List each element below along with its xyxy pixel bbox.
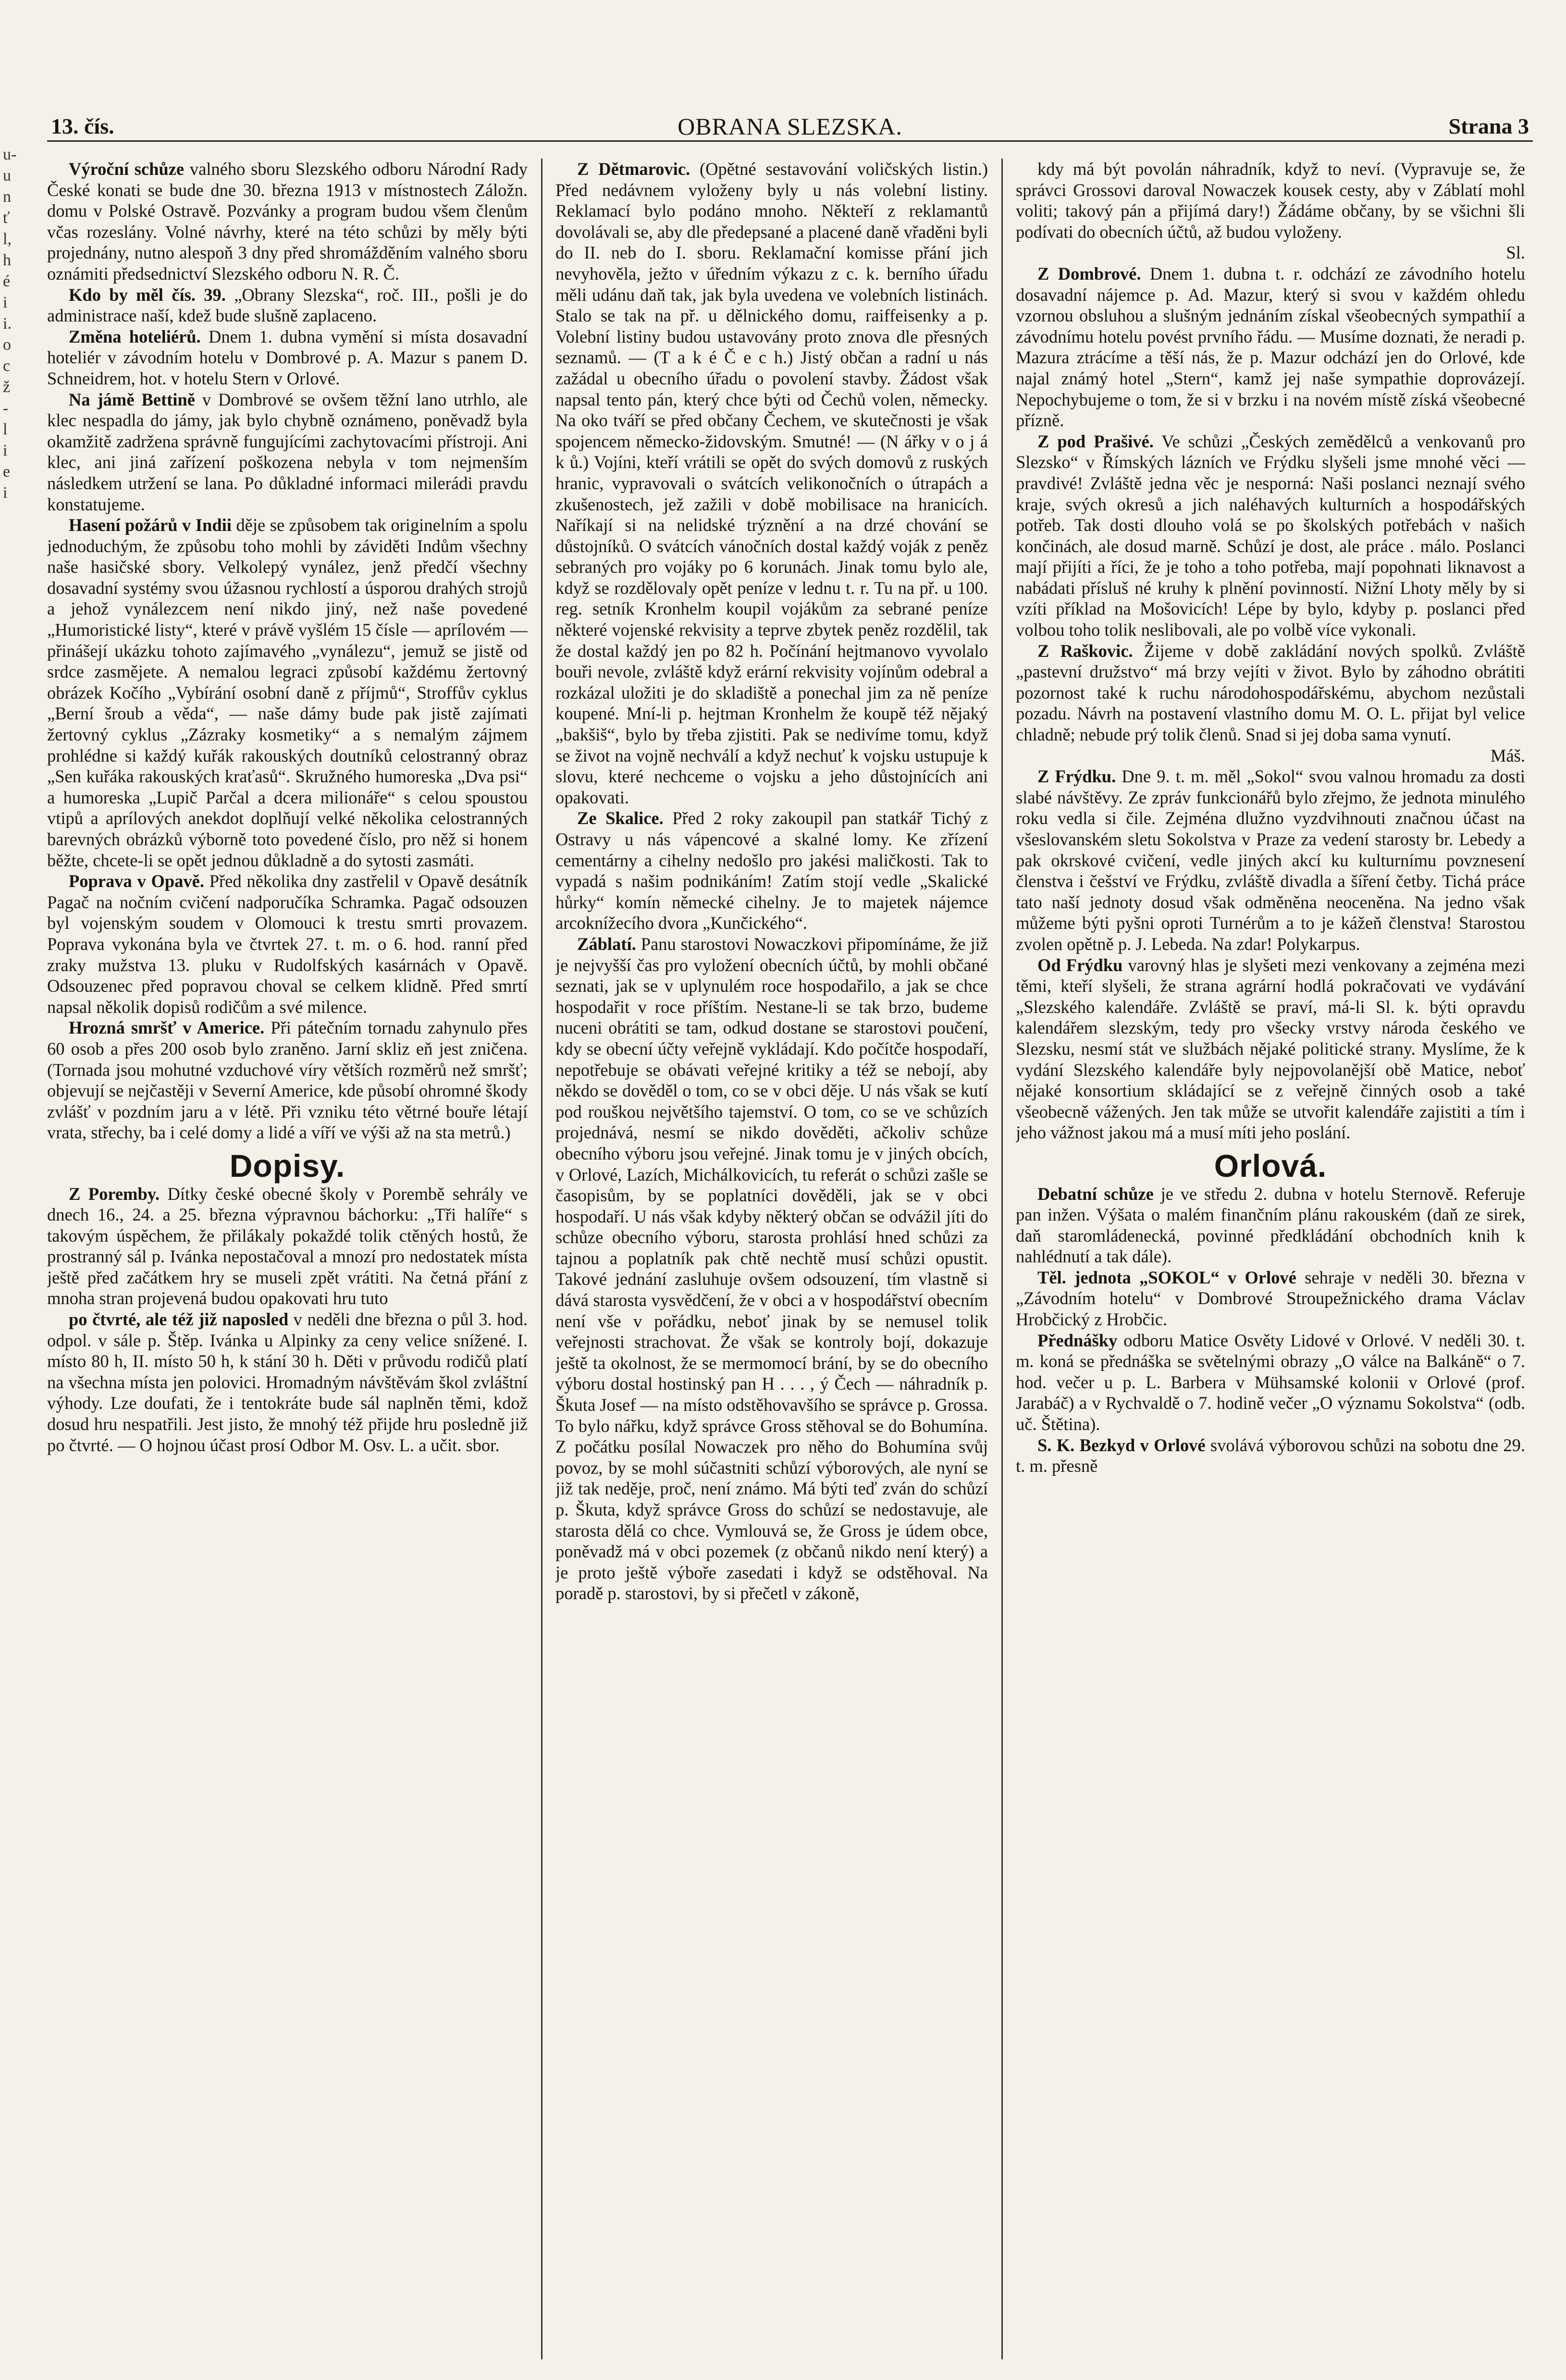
article-paragraph	[47, 1017, 528, 1143]
article-lead: Přednášky	[1037, 1330, 1118, 1350]
article-text: v Dombrové se ovšem těžní lano utrhlo, ale klec nespadla do jámy, jak bylo chybně oznámeno, poněvadž byla okamžitě zadržena správně fungujícími zachytovacími přístroji. Ani klec, ani jiná zařízení poškozena nebyla v tom nejmenším následkem utržení se lana. Po důkladné informaci milerádi pravdu konstatujeme.	[47, 389, 528, 514]
column-divider	[1001, 159, 1003, 2359]
article-paragraph	[1016, 766, 1525, 954]
margin-fragment: l	[3, 420, 8, 438]
margin-fragment: i.	[3, 315, 12, 333]
margin-fragment: u	[3, 167, 11, 185]
margin-fragment: e	[3, 463, 11, 481]
article-text: Panu starostovi Nowaczkovi připomínáme, že již je nejvyšší čas pro vyložení obecních účtů, by mohli občané seznati, jak se v uplynulém roce hospodařilo, a jak se chce hospodařit v roce příštím. Nestane-li se tak brzo, budeme nuceni obrátiti se tam, odkud dostane se starostovi poučení, kdy se obecní účty veřejně vykládají. Kdo počítče hospodaří, nepotřebuje se obávati veřejné kritiky a též se nebojí, aby někdo se dověděl o tom, co se v obci děje. U nás však se kutí pod rouškou největšího tajemství. O tom, co se ve schůzích projednává, nesmí se nikdo dověděti, ačkoliv schůze obecního výboru jsou veřejné. Jinak tomu je v jiných obcích, v Orlové, Lazích, Michálkovicích, tu referát o schůzi zašle se časopisům, by se poplatníci dověděli, jak se v obci hospodaří. U nás však kdyby některý občan se odvážil jíti do schůze obecního výboru, starosta prohlásí hned schůzi za tajnou a poplatník pak chtě nechtě musí schůzi opustit. Takové jednání zasluhuje ovšem odsouzení, tím vlastně si dává starosta vysvědčení, že v obci a v hospodářství obecním není vše v pořádku, neboť jinak by se nemusel tolik veřejnosti strachovat. Že však se kontroly bojí, dokazuje ještě ta okolnost, že se mermomocí brání, by se do obecního výboru dostal hostinský pan H . . . , ý Čech — náhradník p. Škuta Josef — na místo odstěhovavšího se správce p. Grossa. To bylo nářku, když správce Gross stěhoval se do Bohumína. Z počátku posílal Nowaczek pro něho do Bohumína svůj povoz, by se mohl súčastniti schůzí výborových, ale nyní se již tak neděje, proč, není známo. Má býti teď zván do schůzí p. Škuta, když správce Gross do schůzí se nedostavuje, ale starosta dělá co chce. Vymlouvá se, že Gross je údem obce, poněvadž má v obci pozemek (z občanů nikdo není který) a je proto ještě výboře zasedati i když se odstěhoval. Na poradě p. starostovi, by si přečetl v zákoně,	[555, 934, 988, 1603]
news-items	[47, 159, 528, 1143]
article-paragraph	[555, 808, 988, 934]
newspaper-page	[36, 0, 1544, 2380]
article-lead: Z pod Prašivé.	[1037, 431, 1154, 451]
article-lead: Záblatí.	[577, 934, 636, 954]
article-paragraph	[1016, 641, 1525, 745]
article-paragraph	[1016, 159, 1525, 242]
article-lead: Na jámě Bettině	[69, 389, 195, 409]
article-lead: Od Frýdku	[1037, 955, 1123, 975]
article-lead: Změna hoteliérů.	[69, 326, 201, 346]
article-lead: Poprava v Opavě.	[69, 871, 204, 891]
article-paragraph	[555, 159, 988, 808]
article-text: sehraje v neděli 30. března v „Závodním hotelu“ v Dombrové Stroupežnického drama Václav Hrobčický z Hrobčic.	[1016, 1267, 1525, 1330]
article-lead: Výroční schůze	[69, 159, 185, 179]
article-text: Dne 9. t. m. měl „Sokol“ svou valnou hromadu za dosti slabé návštěvy. Ze zpráv funkcionářů bylo zřejmo, že jednota minulého roku vedla si čile. Zejména dlužno vyzdvihnouti značnou účast na všeslovanském sletu Sokolstva v Praze za vedení starosty br. Lebedy a pak okrskové cvičení, vedle jiných akcí ku kulturnímu povznesení členstva i češství ve Frýdku, zvláště divadla a šíření četby. Tichá práce tato naší jednoty dosud však odměněna neoceněna. Na jedno však můžeme býti pyšni oproti Turnérům a to je kážeň členstva! Starostou zvolen opětně p. J. Lebeda. Na zdar! Polykarpus.	[1016, 766, 1525, 954]
article-text: je ve středu 2. dubna v hotelu Sternově. Referuje pan inžen. Výšata o malém finančním plánu rakouském (daň ze sirek, daň staromládenecká, povinné předkládání obchodních knih k nahlédnutí a tak dále).	[1016, 1184, 1525, 1267]
article-paragraph	[1016, 1267, 1525, 1330]
article-paragraph	[1016, 955, 1525, 1143]
margin-fragment: n	[3, 188, 11, 206]
newspaper-title: OBRANA SLEZSKA.	[678, 113, 902, 140]
article-text: Žijeme v době zakládání nových spolků. Zvláště „pastevní družstvo“ má brzy vejíti v život. Bylo by záhodno obrátiti pozornost také k ruchu národohospodářskému, abychom nezůstali pozadu. Návrh na postavení vlastního domu M. O. L. přijat byl velice chladně; nebude prý tolik členů. Snad si jej doba sama vynutí.	[1016, 641, 1525, 745]
column-divider	[541, 159, 543, 2359]
page-number: Strana 3	[1448, 114, 1529, 138]
margin-fragment: i	[3, 484, 8, 502]
section-heading-orlova: Orlová.	[1214, 1147, 1327, 1184]
article-paragraph	[47, 1309, 528, 1455]
margin-fragment: i	[3, 294, 8, 311]
article-paragraph	[47, 389, 528, 515]
orlova-items	[1016, 1184, 1525, 1477]
article-paragraph	[47, 515, 528, 871]
article-text: odboru Matice Osvěty Lidové v Orlové. V neděli 30. t. m. koná se přednáška se světelnými obrazy „O válce na Balkáně“ o 7. hod. večer u p. L. Barbera v Mühsamské kolonii v Orlové (prof. Jarabáč) a v Rychvaldě o 7. hodině večer „O významu Sokolstva“ (odb. uč. Štětina).	[1016, 1330, 1525, 1434]
margin-fragment: ť	[3, 209, 10, 227]
article-paragraph	[47, 326, 528, 389]
article-text: děje se způsobem tak originelním a spolu jednoduchým, že způsobu toho mohli by záviděti Indům všechny naše hasičské sbory. Velkolepý vynález, jenž předčí všechny dosavadní systémy svou úžasnou rychlostí a úsporou drahých strojů a jehož vynálezcem není nikdo jiný, než naše povedené „Humoristické listy“, které v právě vyšlém 15 čísle — aprílovém — přinášejí ukázku tohoto zajímavého „vynálezu“, jemuž se jistě od srdce zasmějete. A nemalou legraci způsobí každému žertovný obrázek Kočího „Vybírání osobní daně z příjmů“, Stroffův cyklus „Berní šroub a věda“, — naše dámy bude pak jistě zajímati žertovný cyklus „Zázraky kosmetiky“ a s nemalým zájmem prohlédne si každý kuřák rakouských doutníků celostranný obraz „Sen kuřáka rakouských kraťasů“. Skružného humoreska „Dva psi“ a humoreska „Lupič Parčal a dcera milionáře“ s celou spoustou vtipů a aprílových anekdot doplňují velké několika celostranných barevných obrázků výborně toto povedené číslo, pro něž si honem běžte, chcete-li se opět jednou důkladně a do sytosti zasmáti.	[47, 515, 528, 870]
article-paragraph	[47, 871, 528, 1017]
article-text: varovný hlas je slyšeti mezi venkovany a zejména mezi těmi, kteří slyšeli, že strana agrární hodlá pokračovati ve vydávání „Slezského kalendáře. Zvláště se praví, má-li Sl. k. býti opravdu kalendářem slezským, tedy pro všecky vrstvy národa českého ve Slezsku, nesmí stát ve službách nějaké politické strany. Myslíme, že k vydání Slezského kalendáře byly nejpovolanější obě Matice, neboť nějaké konsortium skládající se z veřejně činných osob a také všeobecně vážených. Jen tak může se utvořit kalendáře zajistiti a tím i jeho vážnost jakou má a musí míti jeho poslání.	[1016, 955, 1525, 1143]
article-paragraph	[555, 934, 988, 1604]
article-lead: Hasení požárů v Indii	[69, 515, 232, 535]
article-text: Dnem 1. dubna vymění si místa dosavadní hoteliér v závodním hotelu v Dombrové p. A. Mazur s panem D. Schneidrem, hot. v hotelu Stern v Orlové.	[47, 326, 528, 388]
article-lead: Ze Skalice.	[577, 808, 664, 828]
issue-number: 13. čís.	[51, 114, 114, 138]
margin-fragment: c	[3, 357, 11, 375]
article-text: Při pátečním tornadu zahynulo přes 60 osob a přes 200 osob bylo zraněno. Jarní skliz eň jest zničena. (Tornada jsou mohutné vzduchové víry větších rozměrů než smršť; objevují se nejčastěji v Severní Americe, kde působí ohromné škody zvlášť v pozdním jaru a v létě. Při vzniku této větrné bouře létají vrata, střechy, ba i celé domy a lidé a víří ve výši až na sta metrů.)	[47, 1018, 528, 1143]
article-paragraph	[47, 159, 528, 284]
margin-fragment: u-	[3, 146, 17, 163]
article-lead: Debatní schůze	[1037, 1184, 1154, 1204]
article-lead: Kdo by měl čís. 39.	[69, 284, 226, 305]
margin-fragment: l,	[3, 230, 12, 248]
column-left	[47, 159, 528, 2359]
section-heading-dopisy: Dopisy.	[229, 1147, 345, 1184]
article-text: Dítky české obecné školy v Porembě sehrály ve dnech 16., 24. a 25. března výpravnou báchorku: „Tři halíře“ s takovým úspěchem, že přilákaly pokaždé tolik ctěných hostů, že prostranný sál p. Ivánka nepostačoval a mnozí pro nedostatek místa ještě před začátkem hry se museli zpět vrátiti. Na četná přání z mnoha stran projevená budou opakovati hru tuto	[47, 1184, 528, 1308]
article-lead: S. K. Bezkyd v Orlové	[1037, 1435, 1206, 1455]
letters-items	[47, 1184, 528, 1456]
margin-fragment: -	[3, 399, 9, 417]
article-text: Před 2 roky zakoupil pan statkář Tichý z Ostravy u nás vápencové a skalné lomy. Ke zřízení cementárny a cihelny nedošlo pro jakési maličkosti. Tak to vypadá s našim podnikáním! Zatím stojí vedle „Skalické hůrky“ komín německé cihelny. Je to majetek nájemce arcoknížecího dvora „Kunčického“.	[555, 808, 988, 933]
article-lead: Z Dombrové.	[1037, 263, 1141, 284]
letters-items	[555, 159, 988, 1604]
margin-fragment: o	[3, 336, 11, 354]
article-text: „Obrany Slezska“, roč. III., pošli je do administrace naší, kdež bude slušně zaplaceno.	[47, 284, 528, 326]
article-lead: Z Poremby.	[69, 1184, 160, 1204]
margin-fragment: ž	[3, 378, 11, 396]
article-signature: Máš.	[1491, 745, 1525, 765]
article-paragraph	[47, 284, 528, 326]
article-text: Ve schůzi „Českých zemědělců a venkovanů pro Slezsko“ v Římských lázních ve Frýdku slyšeli jsme mnohé věci — pravdivé! Zvláště jedna věc je nesporná: Naši poslanci neznají svého kraje, svých okresů a jich naléhavých kulturních a hospodářských potřeb. Tak dosti dlouho volá se po školských potřebách v našich končinách, ale dosud marně. Schůzí je dost, ale práce . málo. Poslanci mají přijíti a říci, že je toho a toho potřeba, mají popohnati liknavost a nabádati přísluš né kruhy k plnění povinností. Nižní Lhoty měly by si vzíti příklad na Mošovicích! Lépe by bylo, kdyby p. poslanci před volbou toho tolik neslibovali, ale po volbě více vykonali.	[1016, 431, 1525, 640]
left-margin-fragments	[0, 144, 23, 504]
article-lead: Hrozná smršť v Americe.	[69, 1018, 265, 1038]
article-lead: Z Frýdku.	[1037, 766, 1116, 787]
article-paragraph	[47, 1184, 528, 1309]
article-lead: po čtvrté, ale též již naposled	[69, 1309, 289, 1330]
page-header	[47, 110, 1533, 142]
article-lead: Těl. jednota „SOKOL“ v Orlové	[1037, 1267, 1296, 1287]
letters-items	[1016, 159, 1525, 1143]
article-text: Před několika dny zastřelil v Opavě desátník Pagač na nočním cvičení nadporučíka Schramka. Pagač odsouzen byl vojenským soudem v Olomouci k trestu smrti provazem. Poprava vykonána byla ve čtvrtek 27. t. m. o 6. hod. ranní před zraky mužstva 13. pluku v Rudolfských kasárnách v Opavě. Odsouzenec před popravou choval se celkem klidně. Před smrtí napsal několik dopisů rodičům a své milence.	[47, 871, 528, 1017]
column-middle	[555, 159, 988, 2359]
article-paragraph	[1016, 1184, 1525, 1267]
margin-fragment: é	[3, 272, 11, 290]
column-right	[1016, 159, 1525, 2359]
margin-fragment: h	[3, 251, 11, 269]
article-lead: Z Raškovic.	[1037, 641, 1133, 661]
article-paragraph	[1016, 1330, 1525, 1435]
article-text: (Opětné sestavování voličských listin.) Před nedávnem vyloženy byly u nás volební listiny. Reklamací bylo podáno mnoho. Někteří z reklamantů dovolávali se, aby dle předepsané a placené daně vřaděni byli do II. neb do I. sboru. Reklamační komisse přání jich nevyhověla, ježto v úředním výkazu z c. k. berního úřadu měli udánu daň tak, jak byla uvedena ve volebních listinách. Stalo se tak na př. u dělnického domu, raiffeisenky a p. Volební listiny budou ustavovány proto znova dle přesných seznamů. — (T a k é Č e c h.) Jistý občan a radní u nás zažádal u obecního úřadu o povolení stavby. Žádost však napsal tento pán, který chce býti od Čechů volen, německy. Na oko tváří se před občany Čechem, ve skutečnosti je však spojencem německo-židovským. Smutné! — (N ářky v o j á k ů.) Vojíni, kteří vrátili se opět do svých domovů z ruských hranic, vypravovali o svátcích velikonočních o útrapách a zkušenostech, jež zažili v době mobilisace na hranicích. Naříkají si na nelidské trýznění a na drzé chování se důstojníků. O svátcích vánočních dostal každý voják z peněz sebraných pro vojáky po 6 korunách. Jinak tomu bylo ale, když se rozdělovaly opět peníze v lednu t. r. Tu na př. u 100. reg. setník Kronhelm koupil vojákům za sebrané peníze některé vojenské rekvisity a teprve zbytek peněz rozdělil, tak že dostal každý jen po 82 h. Počínání hejtmanovo vyvolalo bouři nevole, zvláště když erární rekvisity vojínům odebral a rozkázal uložiti je do skladiště a ponechal jim za ně peníze koupené. Mní-li p. hejtman Kronhelm že koupě též nějaký „bakšiš“, bylo by třeba zjistiti. Pak se nedivíme tomu, když se život na vojně nechválí a když nechuť k vojsku ustupuje k slovu, které nechceme o vojsku a jeho důstojnících ani opakovati.	[555, 159, 988, 807]
article-text: v neděli dne března o půl 3. hod. odpol. v sále p. Štěp. Ivánka u Alpinky za ceny velice snížené. I. místo 80 h, II. místo 50 h, k stání 30 h. Děti v průvodu rodičů platí na všechna místa jen polovici. Hromadným návštěvám škol zvláštní výhody. Lze doufati, že i tentokráte bude sál naplněn těmi, kdož dosud hru nespatřili. Jest jisto, že mnohý též přijde hru posledně již po čtvrté. — O hojnou účast prosí Odbor M. Osv. L. a učit. sbor.	[47, 1309, 528, 1455]
article-paragraph	[1016, 431, 1525, 641]
article-text: svolává výborovou schůzi na sobotu dne 29. t. m. přesně	[1016, 1435, 1525, 1476]
article-text: Dnem 1. dubna t. r. odchází ze závodního hotelu dosavadní nájemce p. Ad. Mazur, který si svou v každém ohledu vzornou obsluhou a slušným jednáním získal všeobecných sympathií a závodnímu hotelu povést prvního řádu. — Musíme doznati, že neradi p. Mazura ztrácíme a těší nás, že p. Mazur odchází jen do Orlové, kde najal známý hotel „Stern“, kamž jej naše sympathie doprovázejí. Nepochybujeme o tom, že si v brzku i na novém místě získá všeobecné přízně.	[1016, 263, 1525, 431]
article-text: kdy má být povolán náhradník, když to neví. (Vypravuje se, že správci Grossovi daroval Nowaczek kousek cesty, aby v Záblatí mohl voliti; takový pán a přijímá dary!) Žádáme občany, by se všichni šli podívati do obecních účtů, až budou vyloženy.	[1016, 159, 1525, 242]
article-paragraph	[1016, 263, 1525, 431]
article-lead: Z Dětmarovic.	[577, 159, 691, 179]
margin-fragment: i	[3, 442, 8, 459]
article-paragraph	[1016, 1435, 1525, 1477]
article-signature: Sl.	[1506, 243, 1525, 263]
article-text: valného sboru Slezského odboru Národní Rady České konati se bude dne 30. března 1913 v místnostech Záložn. domu v Polské Ostravě. Pozvánky a program budou všem členům včas rozeslány. Volné návrhy, které na této schůzi by měly býti projednány, nutno alespoň 3 dny před shromážděním valného sboru oznámiti předsednictví Slezského odboru N. R. Č.	[47, 159, 528, 284]
